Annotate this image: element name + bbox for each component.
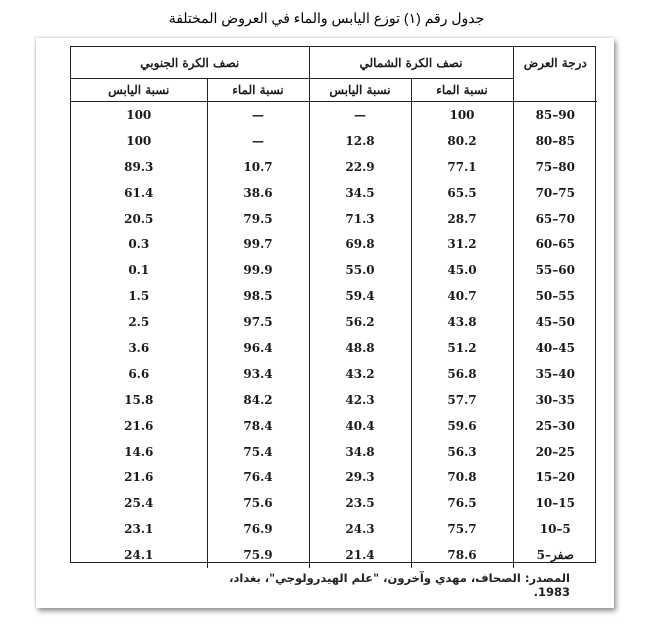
south-water-cell: 97.5 [207, 309, 309, 335]
latitude-cell: 5–صفر [513, 542, 597, 568]
table-row [71, 464, 597, 490]
north-water-cell: 70.8 [411, 464, 513, 490]
table-row [71, 283, 597, 309]
latitude-cell: 65–70 [513, 206, 597, 232]
table-frame [70, 46, 596, 563]
header-south: نصف الكرة الجنوبي [71, 47, 309, 79]
south-land-cell: 3.6 [128, 340, 150, 355]
south-water-cell: 79.5 [207, 206, 309, 232]
north-water-cell: 57.7 [411, 387, 513, 413]
south-land-cell: 15.8 [124, 392, 154, 407]
table-row [71, 231, 597, 257]
south-land-cell: 20.5 [124, 211, 154, 226]
north-water-cell: 28.7 [411, 206, 513, 232]
south-water-cell: 84.2 [207, 387, 309, 413]
scanned-table-sheet [36, 38, 614, 608]
south-land-cell: 1.5 [128, 289, 150, 304]
north-land-cell: 29.3 [309, 464, 411, 490]
south-water-cell: 75.9 [207, 542, 309, 568]
north-water-cell: 78.6 [411, 542, 513, 568]
header-north: نصف الكرة الشمالي [309, 47, 513, 79]
north-water-cell: 75.7 [411, 516, 513, 542]
north-land-cell: 71.3 [309, 206, 411, 232]
land-water-table [71, 47, 597, 568]
north-land-cell: 43.2 [309, 361, 411, 387]
table-row [71, 542, 597, 568]
latitude-cell: 70–75 [513, 180, 597, 206]
north-water-cell: 76.5 [411, 490, 513, 516]
table-title: جدول رقم (١) توزع اليابس والماء في العروض المختلفة [168, 10, 485, 26]
latitude-cell: 15–20 [513, 464, 597, 490]
latitude-cell: 80–85 [513, 128, 597, 154]
header-north-water: نسبة الماء [411, 79, 513, 102]
south-land-cell: 100 [126, 133, 152, 148]
header-south-water: نسبة الماء [207, 79, 309, 102]
north-land-cell: 23.5 [309, 490, 411, 516]
latitude-cell: 85–90 [513, 102, 597, 128]
north-land-cell: 21.4 [309, 542, 411, 568]
header-row-top [71, 47, 597, 79]
latitude-cell: 25–30 [513, 413, 597, 439]
north-land-cell: 69.8 [309, 231, 411, 257]
north-water-cell: 100 [411, 102, 513, 128]
south-water-cell: 10.7 [207, 154, 309, 180]
north-land-cell: — [309, 102, 411, 128]
south-land-cell: 0.1 [128, 263, 150, 278]
header-south-land: نسبة اليابس [71, 79, 207, 102]
north-water-cell: 77.1 [411, 154, 513, 180]
north-land-cell: 24.3 [309, 516, 411, 542]
table-row [71, 387, 597, 413]
south-water-cell: 99.9 [207, 257, 309, 283]
north-land-cell: 55.0 [309, 257, 411, 283]
north-land-cell: 59.4 [309, 283, 411, 309]
south-water-cell: 78.4 [207, 413, 309, 439]
north-water-cell: 56.3 [411, 439, 513, 465]
south-land-cell: 100 [126, 107, 152, 122]
south-water-cell: — [207, 128, 309, 154]
north-land-cell: 40.4 [309, 413, 411, 439]
table-row [71, 180, 597, 206]
north-water-cell: 43.8 [411, 309, 513, 335]
north-water-cell: 31.2 [411, 231, 513, 257]
south-land-cell: 89.3 [124, 159, 154, 174]
south-water-cell: 76.4 [207, 464, 309, 490]
south-water-cell: — [207, 102, 309, 128]
south-land-cell: 24.1 [124, 548, 154, 563]
latitude-cell: 75–80 [513, 154, 597, 180]
south-land-cell: 6.6 [128, 366, 150, 381]
south-land-cell: 14.6 [124, 444, 154, 459]
south-water-cell: 75.4 [207, 439, 309, 465]
north-land-cell: 42.3 [309, 387, 411, 413]
south-land-cell: 21.6 [124, 418, 154, 433]
header-north-land: نسبة اليابس [309, 79, 411, 102]
north-land-cell: 48.8 [309, 335, 411, 361]
south-land-cell: 21.6 [124, 470, 154, 485]
north-water-cell: 65.5 [411, 180, 513, 206]
north-water-cell: 45.0 [411, 257, 513, 283]
south-water-cell: 93.4 [207, 361, 309, 387]
latitude-cell: 10–5 [513, 516, 597, 542]
north-land-cell: 56.2 [309, 309, 411, 335]
latitude-cell: 45–50 [513, 309, 597, 335]
table-row [71, 413, 597, 439]
table-body [71, 102, 597, 569]
north-water-cell: 56.8 [411, 361, 513, 387]
south-water-cell: 96.4 [207, 335, 309, 361]
table-row [71, 154, 597, 180]
table-row [71, 128, 597, 154]
table-row [71, 335, 597, 361]
south-land-cell: 61.4 [124, 185, 154, 200]
south-land-cell: 25.4 [124, 496, 154, 511]
latitude-cell: 60–65 [513, 231, 597, 257]
table-row [71, 206, 597, 232]
table-row [71, 309, 597, 335]
table-row [71, 361, 597, 387]
table-row [71, 490, 597, 516]
south-land-cell: 0.3 [128, 237, 150, 252]
north-land-cell: 34.8 [309, 439, 411, 465]
north-land-cell: 22.9 [309, 154, 411, 180]
north-water-cell: 80.2 [411, 128, 513, 154]
north-water-cell: 59.6 [411, 413, 513, 439]
latitude-cell: 50–55 [513, 283, 597, 309]
latitude-cell: 40–45 [513, 335, 597, 361]
south-water-cell: 75.6 [207, 490, 309, 516]
table-row [71, 516, 597, 542]
latitude-cell: 20–25 [513, 439, 597, 465]
latitude-cell: 10–15 [513, 490, 597, 516]
south-land-cell: 2.5 [128, 315, 150, 330]
south-water-cell: 76.9 [207, 516, 309, 542]
south-water-cell: 38.6 [207, 180, 309, 206]
latitude-cell: 35–40 [513, 361, 597, 387]
north-land-cell: 12.8 [309, 128, 411, 154]
table-row [71, 102, 597, 128]
north-water-cell: 51.2 [411, 335, 513, 361]
south-water-cell: 99.7 [207, 231, 309, 257]
source-note: المصدر: الصحاف، مهدي وآخرون، "علم الهيدرولوجي"، بغداد، 1983. [229, 571, 570, 599]
header-latitude-blank [513, 79, 597, 102]
north-water-cell: 40.7 [411, 283, 513, 309]
latitude-cell: 55–60 [513, 257, 597, 283]
latitude-cell: 30–35 [513, 387, 597, 413]
header-latitude: درجة العرض [513, 47, 597, 79]
header-row-sub [71, 79, 597, 102]
table-row [71, 257, 597, 283]
south-land-cell: 23.1 [124, 522, 154, 537]
south-water-cell: 98.5 [207, 283, 309, 309]
table-row [71, 439, 597, 465]
north-land-cell: 34.5 [309, 180, 411, 206]
